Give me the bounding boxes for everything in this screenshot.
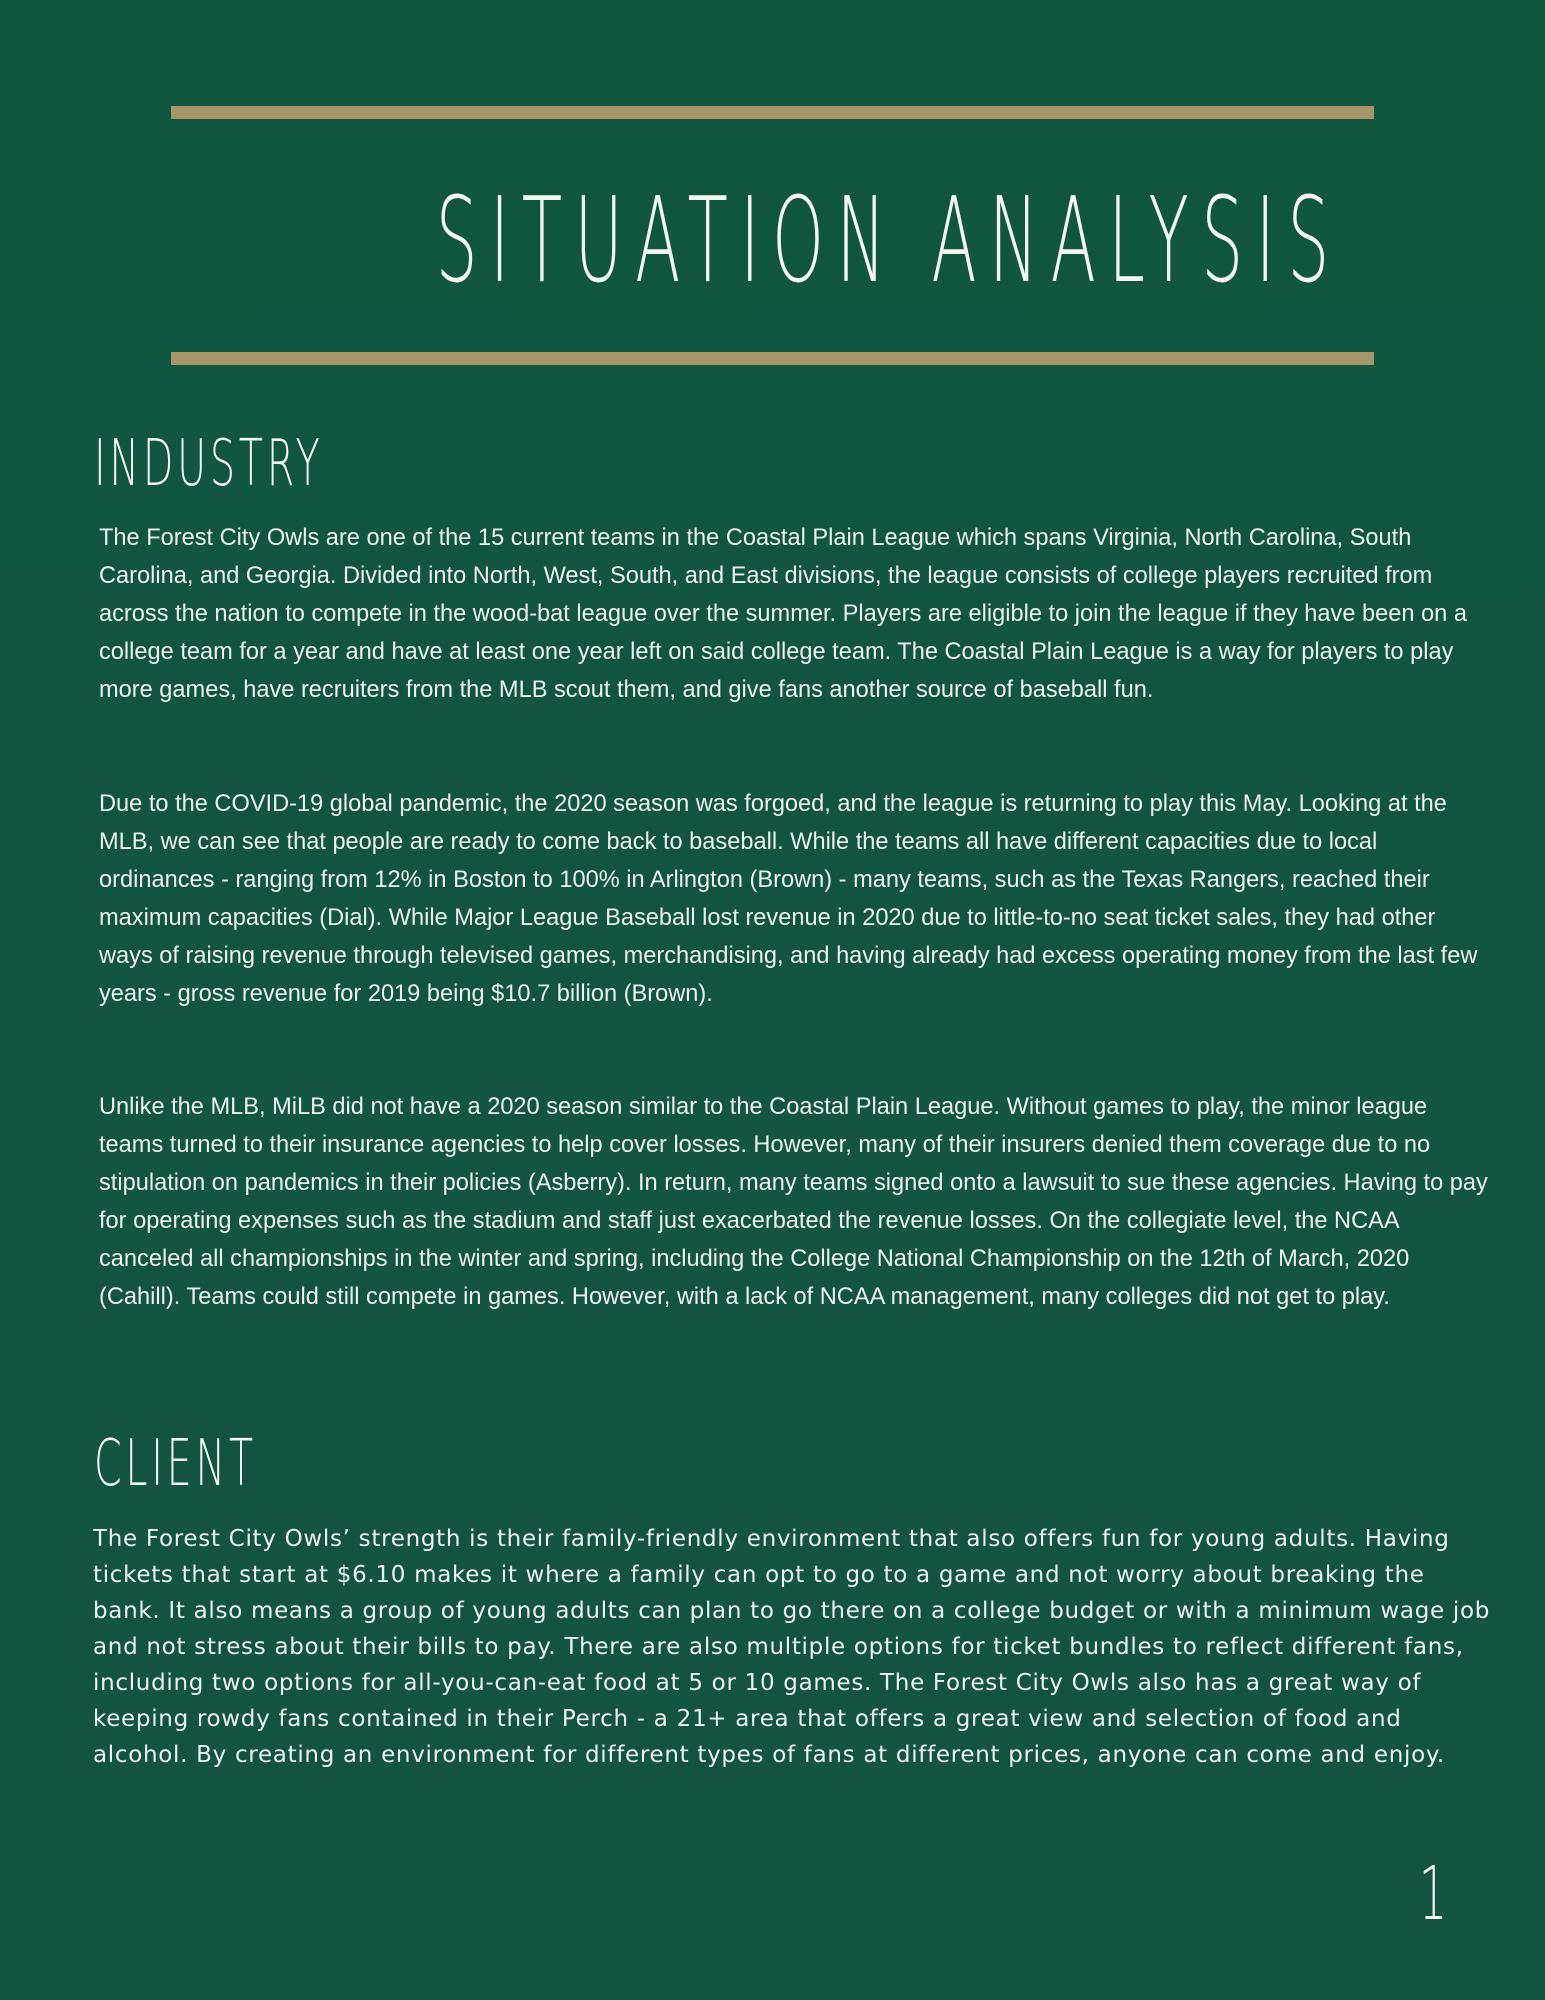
industry-paragraph-3: Unlike the MLB, MiLB did not have a 2020 season similar to the Coastal Plain League. Without games to play, the minor league teams turned to their insurance agencies to help cover losses. However, many of their insurers denied them coverage due to no stipulation on pandemics in their policies (Asberry). In return, many teams signed onto a lawsuit to sue these agencies. Having to pay for operating expenses such as the stadium and staff just exacerbated the revenue losses. On the collegiate level, the NCAA canceled all championships in the winter and spring, including the College National Championship on the 12th of March, 2020 (Cahill). Teams could still compete in games. However, with a lack of NCAA management, many colleges did not get to play. — [99, 1094, 1488, 1310]
client-heading: CLIENT — [94, 1427, 257, 1501]
industry-paragraph-1: The Forest City Owls are one of the 15 current teams in the Coastal Plain League which spans Virginia, North Carolina, South Carolina, and Georgia. Divided into North, West, South, and East divisions, the league consists of college players recruited from across the nation to compete in the wood-bat league over the summer. Players are eligible to join the league if they have been on a college team for a year and have at least one year left on said college team. The Coastal Plain League is a way for players to play more games, have recruiters from the MLB scout them, and give fans another source of baseball fun. — [99, 525, 1467, 703]
industry-heading: INDUSTRY — [94, 427, 324, 501]
title-bottom-rule — [171, 352, 1374, 365]
title-top-rule — [171, 106, 1374, 119]
client-paragraph: The Forest City Owls’ strength is their family-friendly environment that also offers fun for young adults. Having tickets that start at $6.10 makes it where a family can opt to go to a game and not worry about breaking the bank. It also means a group of young adults can plan to go there on a college budget or with a minimum wage job and not stress about their bills to pay. There are also multiple options for ticket bundles to reflect different fans, including two options for all-you-can-eat food at 5 or 10 games. The Forest City Owls also has a great way of keeping rowdy fans contained in their Perch - a 21+ area that offers a great view and selection of food and alcohol. By creating an environment for different types of fans at different prices, anyone can come and enjoy. — [93, 1526, 1491, 1768]
page-number: 1 — [1418, 1851, 1447, 1937]
page-title: SITUATION ANALYSIS — [435, 171, 1342, 309]
industry-paragraph-2: Due to the COVID-19 global pandemic, the 2020 season was forgoed, and the league is returning to play this May. Looking at the MLB, we can see that people are ready to come back to baseball. While the teams all have different capacities due to local ordinances - ranging from 12% in Boston to 100% in Arlington (Brown) - many teams, such as the Texas Rangers, reached their maximum capacities (Dial). While Major League Baseball lost revenue in 2020 due to little-to-no seat ticket sales, they had other ways of raising revenue through televised games, merchandising, and having already had excess operating money from the last few years - gross revenue for 2019 being $10.7 billion (Brown). — [99, 791, 1478, 1007]
